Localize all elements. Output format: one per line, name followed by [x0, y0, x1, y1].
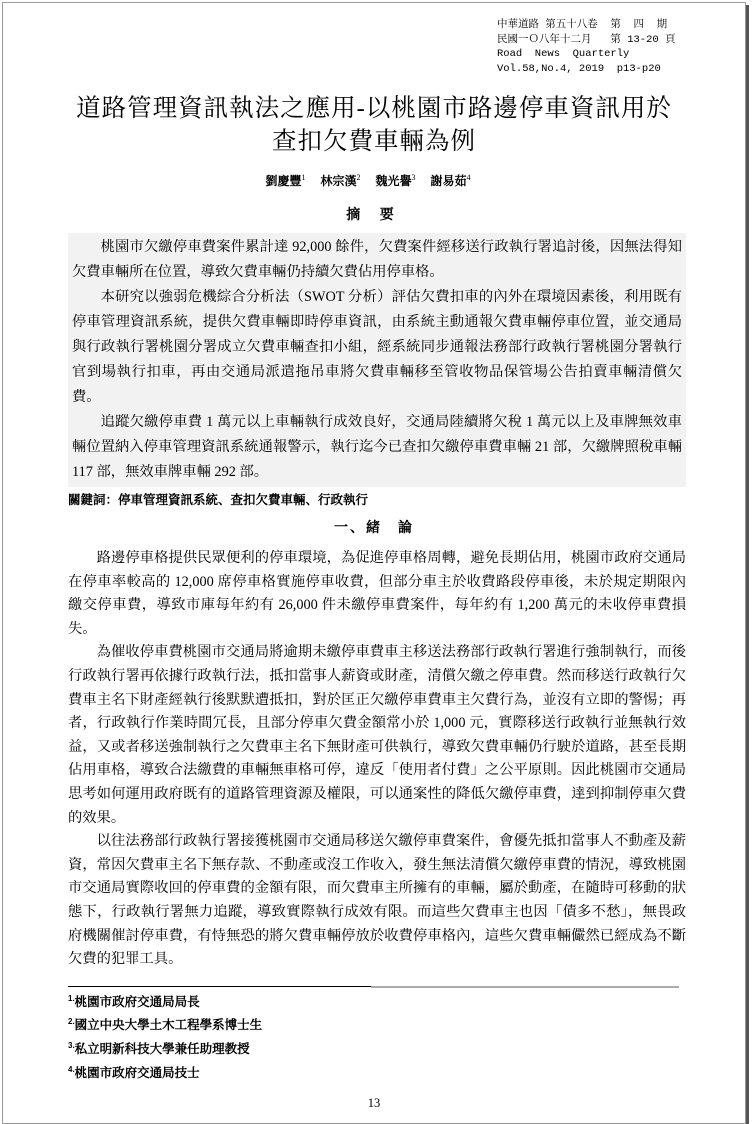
author-name: 林宗漢 — [320, 174, 357, 188]
author-mark: 4 — [466, 173, 471, 182]
abstract-paragraph: 桃園市欠繳停車費案件累計達 92,000 餘件，欠費案件經移送行政執行署追討後，因無法得知欠費車輛所在位置，導致欠費車輛仍持續欠費佔用停車格。 — [72, 239, 682, 280]
header-line: 民國一Ｏ八年十二月 第 13-20 頁 — [497, 33, 676, 46]
abstract-box — [68, 233, 686, 487]
author-mark: 1 — [301, 173, 306, 182]
author-mark: 2 — [356, 173, 361, 182]
abstract-paragraph: 本研究以強弱危機綜合分析法（SWOT 分析）評估欠費扣車的內外在環境因素後，利用既有停車管理資訊系統，提供欠費車輛即時停車資訊，由系統主動通報欠費車輛停車位置，並交通局與行政執行署桃園分署成立欠費車輛查扣小組，經系統同步通報法務部行政執行署桃園分署執行官到場執行扣車，再由交通局派遣拖吊車將欠費車輛移至管收物品保管場公告拍賣車輛清償欠費。 — [72, 289, 682, 405]
section-heading: 一、緒 論 — [334, 521, 414, 536]
footnote: $^{2.}$國立中央大學土木工程學系博士生 — [68, 1017, 263, 1033]
body-paragraph: 路邊停車格提供民眾便利的停車環境，為促進停車格周轉，避免長期佔用，桃園市政府交通局在停車率較高的 12,000 席停車格實施停車收費，但部分車主於收費路段停車後，未於規定期限內繳交停車費，導致市庫每年約有 26,000 件未繳停車費案件，每年約有 1,200 萬元的未收停車費損失。 — [68, 550, 686, 637]
title-line: 道路管理資訊執法之應用-以桃園市路邊停車資訊用於 — [76, 95, 672, 122]
paper-page — [2, 2, 746, 1124]
page-number: 13 — [367, 1096, 381, 1111]
header-line: 中華道路 第五十八卷 第 四 期 — [497, 19, 668, 31]
author-list — [3, 170, 745, 189]
header-line: Road News Quarterly — [497, 48, 630, 60]
author-name: 魏光譽 — [375, 174, 412, 188]
footnote: $^{1.}$桃園市政府交通局局長 — [68, 993, 200, 1009]
footnote-divider-shadow — [371, 986, 679, 988]
body-paragraph: 以往法務部行政執行署接獲桃園市交通局移送欠繳停車費案件，會優先抵扣當事人不動產及薪資，常因欠費車主名下無存款、不動產或沒工作收入，發生無法清償欠繳停車費的情況，導致桃園市交通局實際收回的停車費的金額有限，而欠費車主所擁有的車輛，屬於動產，在隨時可移動的狀態下，行政執行署無力追蹤，導致實際執行成效有限。而這些欠費車主也因「債多不愁」，無畏政府機關催討停車費，有恃無恐的將欠費車輛停放於收費停車格內，這些欠費車輛儼然已經成為不斷欠費的犯罪工具。 — [68, 833, 686, 968]
keywords: 關鍵詞：停車管理資訊系統、查扣欠費車輛、行政執行 — [68, 493, 369, 507]
author-mark: 3 — [411, 173, 416, 182]
abstract-heading: 摘 要 — [346, 208, 402, 223]
section-body — [68, 547, 686, 972]
footnote: $^{4.}$桃園市政府交通局技士 — [68, 1064, 200, 1080]
footnote-divider-group — [68, 986, 679, 988]
body-paragraph: 為催收停車費桃園市交通局將逾期未繳停車費車主移送法務部行政執行署進行強制執行，而後行政執行署再依據行政執行法，抵扣當事人薪資或財產，清償欠繳之停車費。然而移送行政執行欠費車主名下財產經執行後默默遭抵扣，對於匡正欠繳停車費車主欠費行為，並沒有立即的警惕；再者，行政執行作業時間冗長，且部分停車欠費金額常小於 1,000 元，實際移送行政執行並無執行效益，又或者移送強制執行之欠費車主名下無財產可供執行，導致欠費車輛仍行駛於道路，甚至長期佔用車格，導致合法繳費的車輛無車格可停，違反「使用者付費」之公平原則。因此桃園市交通局思考如何運用政府既有的道路管理資源及權限，可以通案性的降低欠繳停車費，達到抑制停車欠費的效果。 — [68, 644, 686, 826]
author-name: 謝易茹 — [430, 174, 467, 188]
header-line: Vol.58,No.4, 2019 p13-p20 — [497, 62, 661, 75]
footnote: $^{3.}$私立明新科技大學兼任助理教授 — [68, 1041, 250, 1057]
title-line: 查扣欠費車輛為例 — [272, 128, 476, 155]
footnotes — [68, 989, 745, 1084]
abstract-paragraph: 追蹤欠繳停車費 1 萬元以上車輛執行成效良好，交通局陸續將欠稅 1 萬元以上及車牌無效車輛位置納入停車管理資訊系統通報警示，執行迄今已查扣欠繳停車費車輛 21 部，欠繳牌照稅車輛 117 部，無效車牌車輛 292 部。 — [72, 414, 682, 480]
footnote-divider — [68, 986, 371, 987]
journal-header — [497, 18, 745, 76]
author-name: 劉慶豐 — [265, 174, 302, 188]
paper-title — [38, 92, 710, 158]
